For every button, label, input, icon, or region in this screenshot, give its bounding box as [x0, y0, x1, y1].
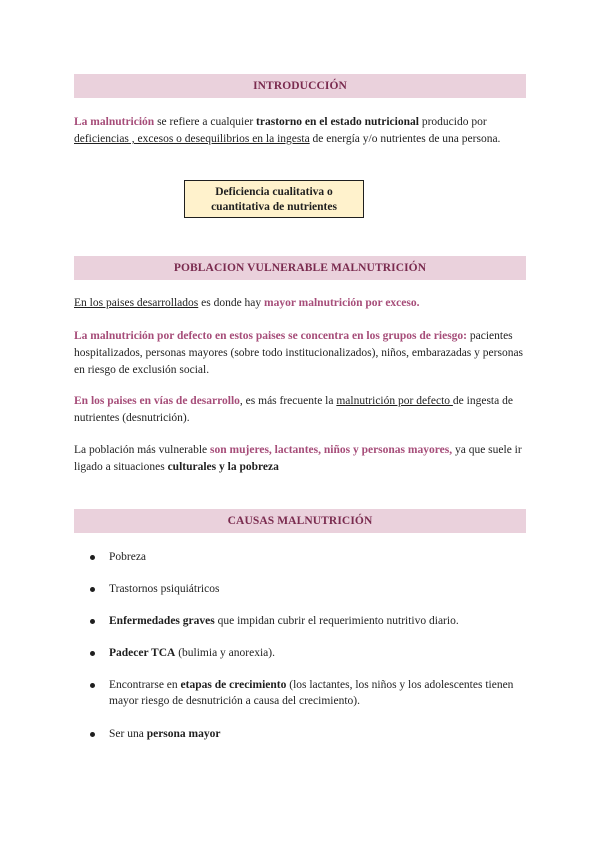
vulnerable-paragraph-1: En los paises desarrollados es donde hay mayor malnutrición por exceso. — [74, 297, 420, 309]
bullet-icon — [90, 587, 95, 592]
vulnerable-paragraph-3: En los paises en vías de desarrollo, es más frecuente la malnutrición por defecto de ingesta de nutrientes (desnutrición). — [74, 395, 513, 424]
list-item: Trastornos psiquiátricos — [74, 581, 530, 597]
list-item: Encontrarse en etapas de crecimiento (los lactantes, los niños y los adolescentes tienen mayor riesgo de desnutrición a causa del crecimiento). — [74, 677, 530, 709]
section-heading-causas: CAUSAS MALNUTRICIÓN — [74, 509, 526, 533]
intro-paragraph: La malnutrición se refiere a cualquier trastorno en el estado nutricional producido por deficiencias , excesos o desequilibrios en la ingesta de energía y/o nutrientes de una persona. — [74, 116, 501, 145]
bullet-icon — [90, 651, 95, 656]
vulnerable-paragraph-4: La población más vulnerable son mujeres, lactantes, niños y personas mayores, ya que suele ir ligado a situaciones culturales y la pobreza — [74, 444, 522, 473]
list-item: Enfermedades graves que impidan cubrir el requerimiento nutritivo diario. — [74, 613, 530, 629]
term-malnutricion: La malnutrición — [74, 116, 155, 128]
section-heading-poblacion: POBLACION VULNERABLE MALNUTRICIÓN — [74, 256, 526, 280]
bullet-icon — [90, 555, 95, 560]
list-item: Pobreza — [74, 549, 530, 565]
bullet-icon — [90, 732, 95, 737]
section-heading-introduccion: INTRODUCCIÓN — [74, 74, 526, 98]
list-item: Padecer TCA (bulimia y anorexia). — [74, 645, 530, 661]
list-item: Ser una persona mayor — [74, 726, 530, 742]
bullet-icon — [90, 683, 95, 688]
bullet-icon — [90, 619, 95, 624]
definition-box: Deficiencia cualitativa o cuantitativa de nutrientes — [184, 180, 364, 218]
causes-list — [74, 549, 530, 742]
vulnerable-paragraph-2: La malnutrición por defecto en estos paises se concentra en los grupos de riesgo: pacientes hospitalizados, personas mayores (sobre todo institucionalizados), niños, embarazadas y personas en riesgo de exclusión social. — [74, 330, 524, 376]
